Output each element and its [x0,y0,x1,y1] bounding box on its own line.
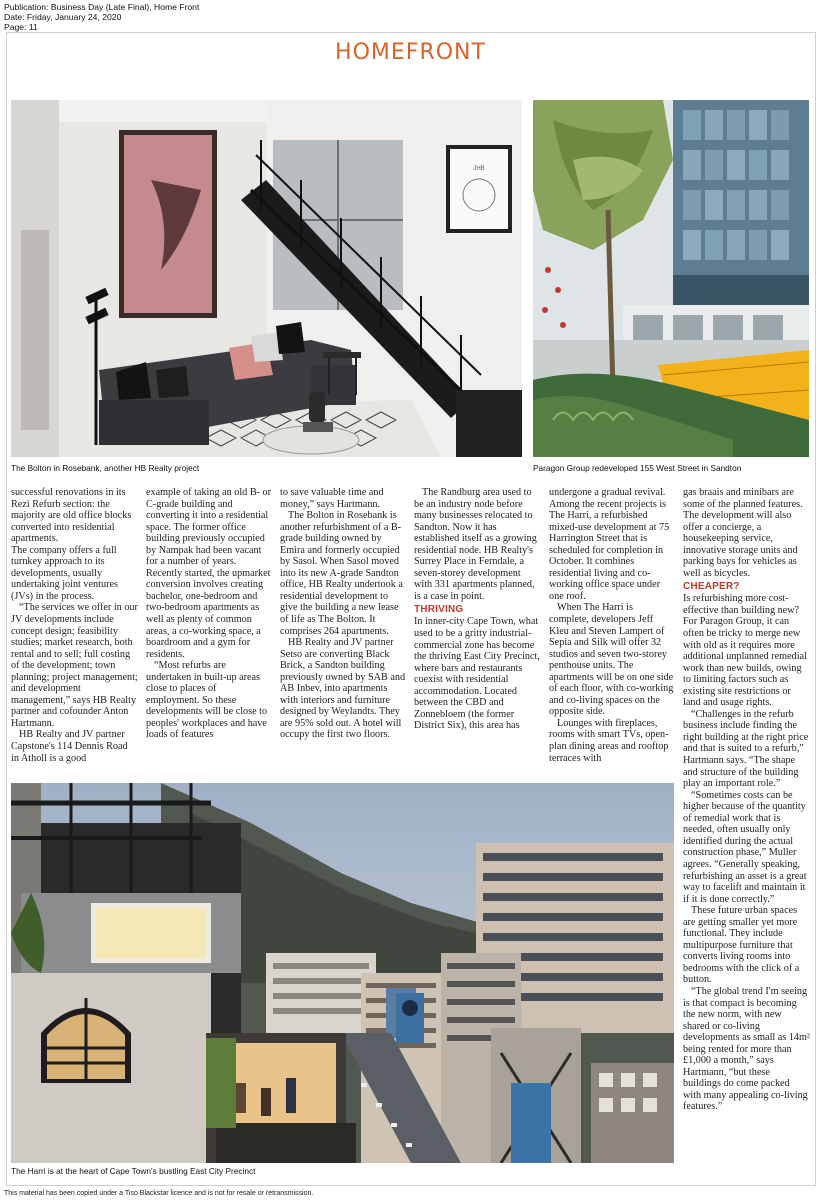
art-print-label: JHB [473,166,485,172]
paragraph: HB Realty and JV partner Capstone's 114 Dennis Road in Atholl is a good [11,729,128,764]
article-column-3 [280,487,406,741]
paragraph: The Bolton in Rosebank is another refurbishment of a B-grade building owned by Emira and formerly occupied by Sasol. When Sasol moved into its new A-grade Sandton office, HB Realty undertook a residential development to give the building a new lease of life as The Bolton. It comprises 264 apartments. [280,510,403,637]
article-column-6 [683,487,810,1113]
subhead-cheaper: CHEAPER? [683,581,740,593]
paragraph: Is refurbishing more cost-effective than building new? For Paragon Group, it can often be tricky to merge new with old as it requires more additional unplanned remedial work than new builds, owing to limiting factors such as existing site restrictions or land and usage rights. [683,593,807,709]
paragraph: “The services we offer in our JV developments include concept design; feasibility studies; market research, both rental and to sell; full costing of the development; town planning; project management; and development management,” says HB Realty partner and cofounder Anton Hartmann. [11,602,138,729]
paragraph: undergone a gradual revival. Among the recent projects is The Harri, a refurbished mixed-use development at 75 Harrington Street that is scheduled for completion in October. It combines residential living and co-working office space under one roof. [549,487,670,602]
paragraph: successful renovations in its Rezi Refurb section: the majority are old office blocks converted into residential apartments. [11,487,132,545]
publication-line: Publication: Business Day (Late Final), Home Front [4,2,200,12]
paragon-atrium-photo [533,100,809,457]
section-headline: HOMEFRONT [335,40,486,65]
copyright-notice: This material has been copied under a Tiso Blackstar licence and is not for resale or retransmission. [4,1190,314,1197]
paragraph: “Challenges in the refurb business include finding the right building at the right price and that is suited to a refurb,” Hartmann says. “The shape and structure of the building play an important role.” [683,708,809,790]
bolton-photo-caption: The Bolton in Rosebank, another HB Realty project [11,463,200,473]
paragraph: to save valuable time and money,” says Hartmann. [280,487,384,510]
article-column-4 [414,487,541,732]
paragraph: These future urban spaces are getting smaller yet more functional. They include multipurpose furniture that converts living rooms into bedrooms with the click of a button. [683,905,800,986]
paragraph: gas braais and minibars are some of the planned features. The development will also offer a concierge, a housekeeping service, innovative storage units and parking bays for vehicles as well as bicycles. [683,487,803,579]
bolton-interior-photo [11,100,522,457]
paragraph: Lounges with fireplaces, rooms with smart TVs, open-plan dining areas and rooftop terraces with [549,717,669,764]
article-column-2 [146,487,272,741]
paragraph: The company offers a full turnkey approach to its developments, usually undertaking joint ventures (JVs) in the process. [11,544,118,602]
paragraph: HB Realty and JV partner Setso are converting Black Brick, a Sandton building previously owned by SAB and AB Inbev, into apartments with interiors and furniture designed by Weylandts. They are 95% sold out. A hotel will occupy the first two floors. [280,637,406,741]
paragraph: In inner-city Cape Town, what used to be a gritty industrial-commercial zone has become the thriving East City Precinct, where bars and restaurants coexist with residential accommodation. Located between the CBD and Zonnebloem (the former District Six), this area has [414,616,540,732]
paragraph: When The Harri is complete, developers Jeff Kleu and Steven Lampert of Sepia and Silk will offer 32 studios and seven two-storey penthouse units. The apartments will be on one side of each floor, with co-working and co-living spaces on the opposite side. [549,602,674,718]
paragraph: “Sometimes costs can be higher because of the quantity of remedial work that is needed, often usually only identified during the actual construction phase,” Muller agrees. “Generally speaking, refurbishing an asset is a great way to facelift and maintain it if it is done correctly.” [683,789,807,905]
harri-cityscape-photo [11,783,674,1163]
harri-photo-caption: The Harri is at the heart of Cape Town's bustling East City Precinct [11,1166,256,1176]
page-number-line: Page: 11 [4,22,38,32]
date-line: Date: Friday, January 24, 2020 [4,12,122,22]
paragraph: The Randburg area used to be an industry node before many businesses relocated to Sandton. Now it has established itself as a growing residential node. HB Realty's Surrey Place in Ferndale, a seven-storey development with 331 apartments planned, is a case in point. [414,487,537,602]
article-column-1 [11,487,138,764]
paragon-photo-caption: Paragon Group redeveloped 155 West Street in Sandton [533,463,742,473]
article-column-5 [549,487,675,764]
paragraph: “The global trend I'm seeing is that compact is becoming the new norm, with new shared or co-living developments as small as 14m² being rented for more than £1,000 a month,” says Hartmann, “but these buildings do come packed with many appealing co-living features.” [683,985,810,1113]
paragraph: “Most refurbs are undertaken in built-up areas close to places of employment. So these developments will be close to peoples' workplaces and have loads of features [146,660,268,741]
paragraph: example of taking an old B- or C-grade building and converting it into a residential space. The former office building previously occupied by Nampak had been vacant for a number of years. Recently started, the upmarket conversion involves creating bachelor, one-bedroom and two-bedroom apartments as well as plenty of common areas, a co-working space, a boardroom and a gym for residents. [146,487,272,660]
subhead-thriving: THRIVING [414,604,464,616]
